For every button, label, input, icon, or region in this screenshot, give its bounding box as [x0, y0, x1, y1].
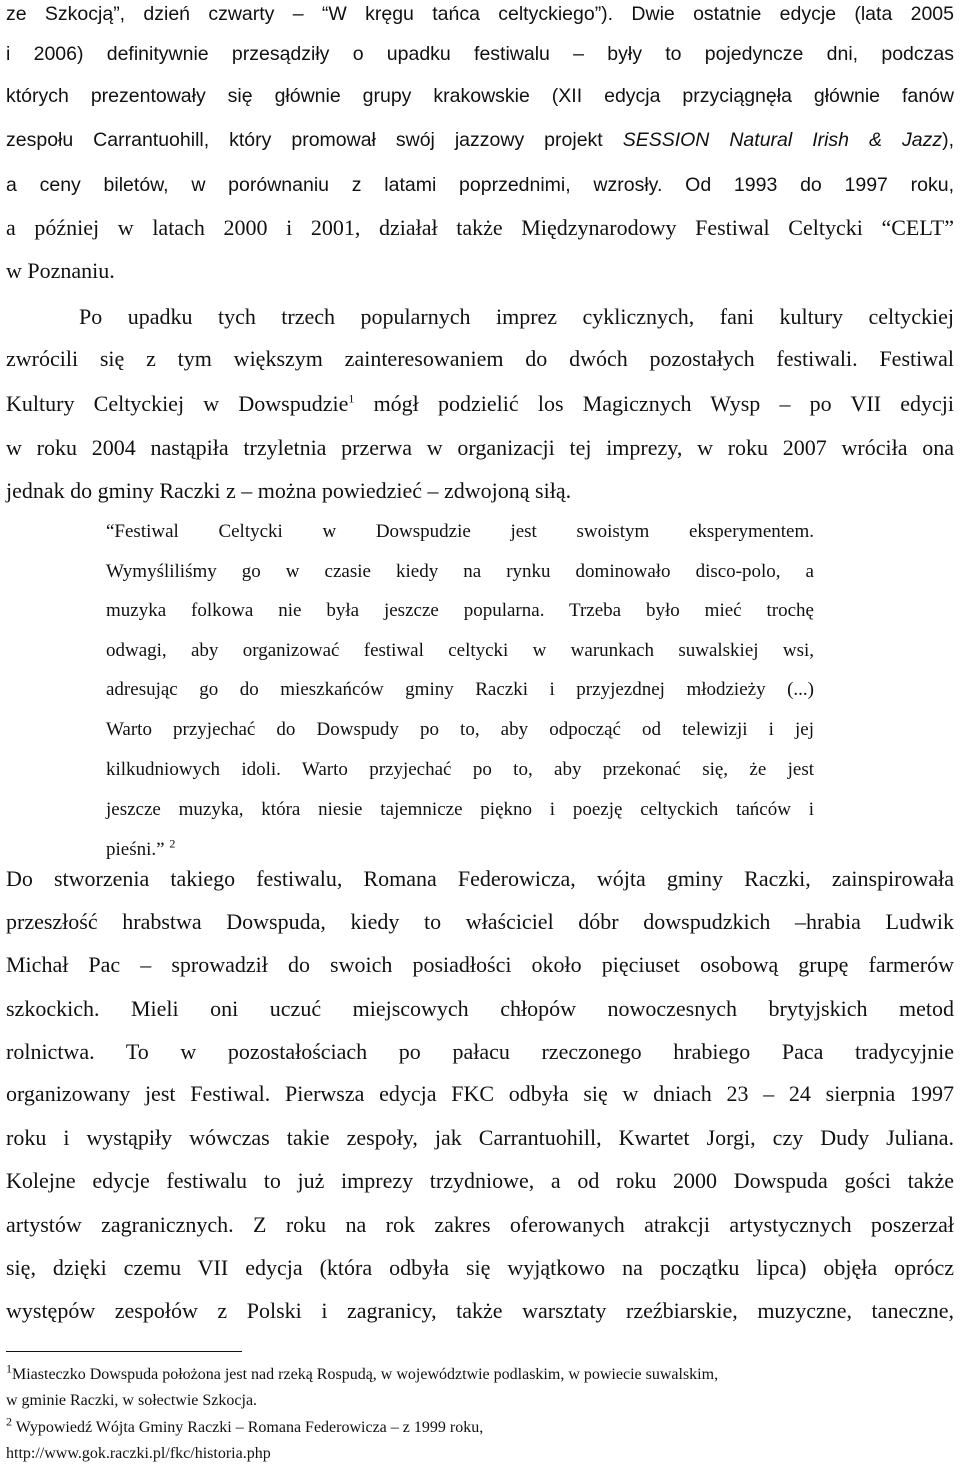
body-line: organizowany jest Festiwal. Pierwsza edycja FKC odbyła się w dniach 23 – 24 sierpnia 1997 [6, 1081, 954, 1106]
body-line: ze Szkocją”, dzień czwarty – “W kręgu tańca celtyckiego”). Dwie ostatnie edycje (lata 2005 [6, 3, 954, 25]
footnote-2-link: http://www.gok.raczki.pl/fkc/historia.php [6, 1445, 271, 1462]
footnote-ref: 2 [169, 836, 176, 851]
footnote-divider [6, 1351, 242, 1352]
body-line: i 2006) definitywnie przesądziły o upadku festiwalu – były to pojedyncze dni, podczas [6, 43, 954, 65]
body-line: roku i wystąpiły wówczas takie zespoły, jak Carrantuohill, Kwartet Jorgi, czy Dudy Juliana. [6, 1125, 954, 1150]
body-line: Po upadku tych trzech popularnych imprez cyklicznych, fani kultury celtyckiej [79, 304, 954, 329]
body-line: przeszłość hrabstwa Dowspuda, kiedy to właściciel dóbr dowspudzkich –hrabia Ludwik [6, 909, 954, 934]
body-line: Kultury Celtyckiej w Dowspudzie$^1$ mógł podzielić los Magicznych Wysp – po VII edycji [6, 391, 954, 416]
quote-line: muzyka folkowa nie była jeszcze popularna. Trzeba było mieć trochę [106, 600, 814, 621]
body-line: w roku 2004 nastąpiła trzyletnia przerwa w organizacji tej imprezy, w roku 2007 wróciła ona [6, 435, 954, 460]
quote-line: adresując go do mieszkańców gminy Raczki i przyjezdnej młodzieży (...) [106, 679, 814, 700]
quote-line: kilkudniowych idoli. Warto przyjechać po to, aby przekonać się, że jest [106, 759, 814, 780]
footnote-mark: 1 [6, 1361, 12, 1376]
quote-line: Wymyśliliśmy go w czasie kiedy na rynku dominowało disco-polo, a [106, 561, 814, 582]
quote-line: “Festiwal Celtycki w Dowspudzie jest swoistym eksperymentem. [106, 521, 814, 542]
footnote-1: $^1$Miasteczko Dowspuda położona jest nad rzeką Rospudą, w województwie podlaskim, w powiecie suwalskim, [6, 1361, 719, 1383]
body-line: a później w latach 2000 i 2001, działał także Międzynarodowy Festiwal Celtycki “CELT” [6, 215, 954, 240]
body-line: występów zespołów z Polski i zagranicy, także warsztaty rzeźbiarskie, muzyczne, taneczne, [6, 1298, 954, 1323]
body-line: Michał Pac – sprowadził do swoich posiadłości około pięciuset osobową grupę farmerów [6, 952, 954, 977]
body-line: jednak do gminy Raczki z – można powiedzieć – zdwojoną siłą. [6, 478, 572, 503]
quote-line: odwagi, aby organizować festiwal celtycki w warunkach suwalskiej wsi, [106, 640, 814, 661]
quote-line: Warto przyjechać do Dowspudy po to, aby odpocząć od telewizji i jej [106, 719, 814, 740]
footnote-ref: 1 [348, 391, 355, 406]
footnote-mark: 2 [6, 1414, 12, 1429]
body-line: się, dzięki czemu VII edycja (która odbyła się wyjątkowo na początku lipca) objęła oprócz [6, 1255, 954, 1280]
footnote-2: $^2$ Wypowiedź Wójta Gminy Raczki – Romana Federowicza – z 1999 roku, [6, 1414, 484, 1436]
body-line: w Poznaniu. [6, 258, 115, 283]
body-line: szkockich. Mieli oni uczuć miejscowych chłopów nowoczesnych brytyjskich metod [6, 996, 954, 1021]
body-line: zwrócili się z tym większym zainteresowaniem do dwóch pozostałych festiwali. Festiwal [6, 346, 954, 371]
quote-line: jeszcze muzyka, która niesie tajemnicze piękno i poezję celtyckich tańców i [106, 799, 814, 820]
body-line: Do stworzenia takiego festiwalu, Romana Federowicza, wójta gminy Raczki, zainspirowała [6, 866, 954, 891]
body-line: rolnictwa. To w pozostałościach po pałacu rzeczonego hrabiego Paca tradycyjnie [6, 1039, 954, 1064]
quote-line: pieśni.” $^2$ [106, 836, 176, 860]
body-line: zespołu Carrantuohill, który promował swój jazzowy projekt SESSION Natural Irish & Jazz), [6, 129, 954, 151]
body-line: a ceny biletów, w porównaniu z latami poprzednimi, wzrosły. Od 1993 do 1997 roku, [6, 174, 954, 196]
body-line: których prezentowały się głównie grupy krakowskie (XII edycja przyciągnęła głównie fanów [6, 85, 954, 107]
body-line: artystów zagranicznych. Z roku na rok zakres oferowanych atrakcji artystycznych poszerzał [6, 1212, 954, 1237]
footnote-1-cont: w gminie Raczki, w sołectwie Szkocja. [6, 1392, 258, 1409]
body-line: Kolejne edycje festiwalu to już imprezy trzydniowe, a od roku 2000 Dowspuda gości także [6, 1168, 954, 1193]
